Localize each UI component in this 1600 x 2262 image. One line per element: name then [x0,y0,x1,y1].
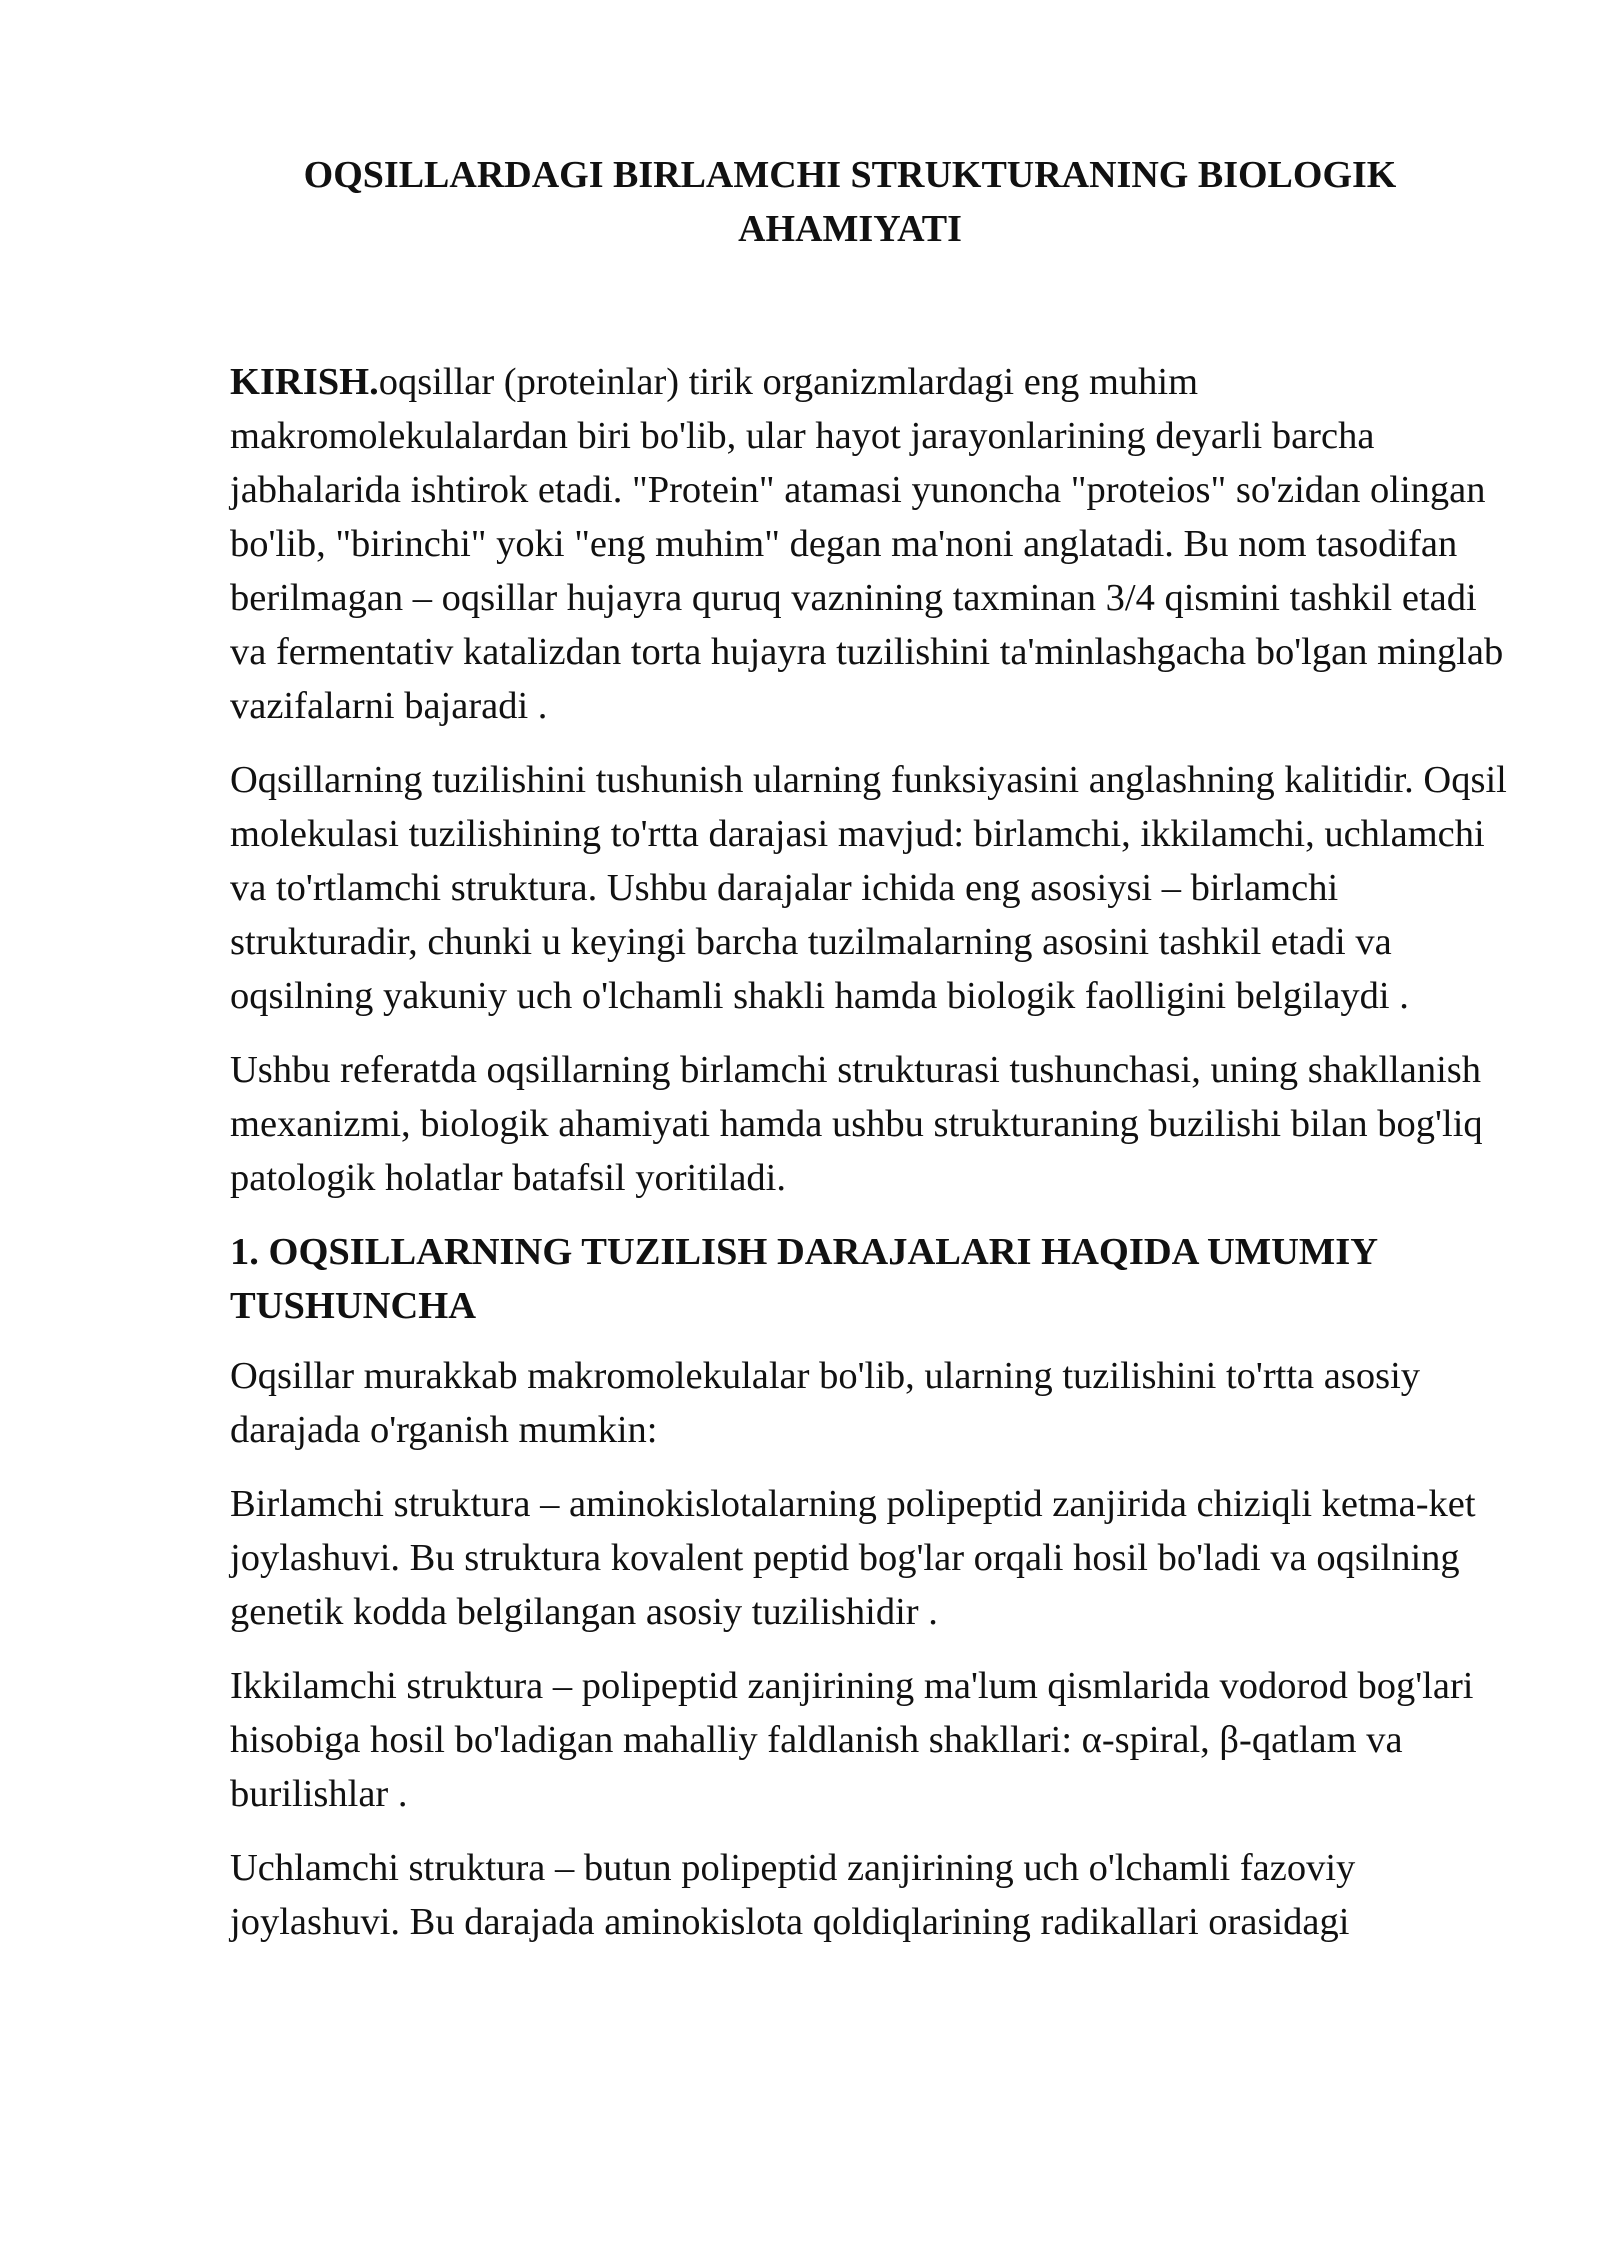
tertiary-structure-paragraph: Uchlamchi struktura – butun polipeptid zanjirining uch o'lchamli fazoviy joylashuvi. Bu darajada aminokislota qoldiqlarining radikallari orasidagi [230,1847,1356,1943]
intro-text: oqsillar (proteinlar) tirik organizmlardagi eng muhim makromolekulalardan biri bo'lib, ular hayot jarayonlarining deyarli barcha jabhalarida ishtirok etadi. "Protein" atamasi yunoncha "proteios" so'zidan olingan bo'lib, "birinchi" yoki "eng muhim" degan ma'noni anglatadi. Bu nom tasodifan berilmagan – oqsillar hujayra quruq vaznining taxminan 3/4 qismini tashkil etadi va fermentativ katalizdan torta hujayra tuzilishini ta'minlashgacha bo'lgan minglab vazifalarni bajaradi . [230,361,1504,727]
intro-lead: KIRISH. [230,361,379,403]
section-1-heading: 1. OQSILLARNING TUZILISH DARAJALARI HAQIDA UMUMIY TUSHUNCHA [230,1231,1377,1327]
secondary-structure-paragraph: Ikkilamchi struktura – polipeptid zanjirining ma'lum qismlarida vodorod bog'lari hisobiga hosil bo'ladigan mahalliy faldlanish shakllari: α-spiral, β-qatlam va burilishlar . [230,1665,1474,1815]
section-1-intro: Oqsillar murakkab makromolekulalar bo'lib, ularning tuzilishini to'rtta asosiy darajada o'rganish mumkin: [230,1355,1421,1451]
paragraph-structure-levels: Oqsillarning tuzilishini tushunish ularning funksiyasini anglashning kalitidir. Oqsil molekulasi tuzilishining to'rtta darajasi mavjud: birlamchi, ikkilamchi, uchlamchi va to'rtlamchi struktura. Ushbu darajalar ichida eng asosiysi – birlamchi strukturadir, chunki u keyingi barcha tuzilmalarning asosini tashkil etadi va oqsilning yakuniy uch o'lchamli shakli hamda biologik faolligini belgilaydi . [230,759,1507,1017]
document-title: OQSILLARDAGI BIRLAMCHI STRUKTURANING BIOLOGIK AHAMIYATI [303,154,1397,250]
document-body [230,355,1520,1969]
paragraph-abstract-scope: Ushbu referatda oqsillarning birlamchi strukturasi tushunchasi, uning shakllanish mexanizmi, biologik ahamiyati hamda ushbu strukturaning buzilishi bilan bog'liq patologik holatlar batafsil yoritiladi. [230,1049,1483,1199]
primary-structure-paragraph: Birlamchi struktura – aminokislotalarning polipeptid zanjirida chiziqli ketma-ket joylashuvi. Bu struktura kovalent peptid bog'lar orqali hosil bo'ladi va oqsilning genetik kodda belgilangan asosiy tuzilishidir . [230,1483,1476,1633]
intro-paragraph [230,355,1520,733]
